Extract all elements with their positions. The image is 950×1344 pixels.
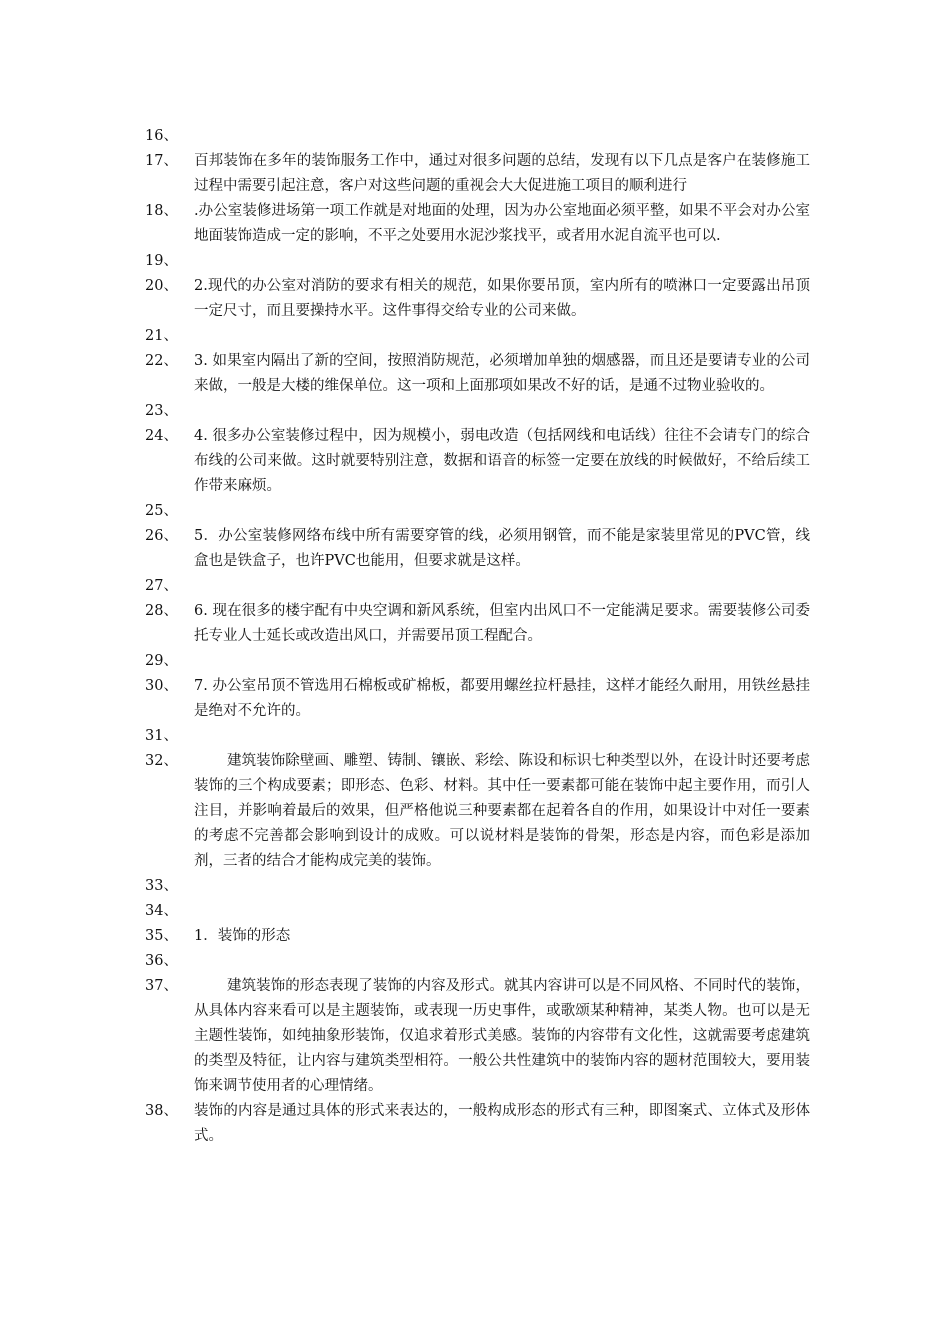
item-number: 18、 — [145, 203, 178, 219]
list-item — [145, 574, 810, 599]
item-number: 16、 — [145, 128, 178, 144]
list-item — [145, 524, 810, 574]
list-item — [145, 399, 810, 424]
item-number: 33、 — [145, 878, 178, 894]
list-item — [145, 649, 810, 674]
list-item — [145, 1099, 810, 1149]
list-item — [145, 324, 810, 349]
list-item — [145, 124, 810, 149]
list-item — [145, 274, 810, 324]
item-text: 7. 办公室吊顶不管选用石棉板或矿棉板，都要用螺丝拉杆悬挂，这样才能经久耐用，用铁丝悬挂是绝对不允许的。 — [194, 678, 810, 719]
item-text: 装饰的内容是通过具体的形式来表达的，一般构成形态的形式有三种，即图案式、立体式及形体式。 — [194, 1103, 810, 1144]
item-text: 建筑装饰的形态表现了装饰的内容及形式。就其内容讲可以是不同风格、不同时代的装饰，从具体内容来看可以是主题装饰，或表现一历史事件，或歌颂某种精神，某类人物。也可以是无主题性装饰，如纯抽象形装饰，仅追求着形式美感。装饰的内容带有文化性，这就需要考虑建筑的类型及特征，让内容与建筑类型相符。一般公共性建筑中的装饰内容的题材范围较大，要用装饰来调节使用者的心理情绪。 — [194, 978, 810, 1094]
list-item — [145, 974, 810, 1099]
item-text: .办公室装修进场第一项工作就是对地面的处理，因为办公室地面必须平整，如果不平会对办公室地面装饰造成一定的影响，不平之处要用水泥沙浆找平，或者用水泥自流平也可以. — [194, 203, 810, 244]
item-number: 19、 — [145, 253, 178, 269]
section-heading: 1．装饰的形态 — [194, 928, 291, 944]
item-number: 34、 — [145, 903, 178, 919]
item-text: 建筑装饰除壁画、雕塑、铸制、镶嵌、彩绘、陈设和标识七种类型以外，在设计时还要考虑装饰的三个构成要素；即形态、色彩、材料。其中任一要素都可能在装饰中起主要作用，而引人注目，并影响着最后的效果，但严格他说三种要素都在起着各自的作用，如果设计中对任一要素的考虑不完善都会影响到设计的成败。可以说材料是装饰的骨架，形态是内容，而色彩是添加剂，三者的结合才能构成完美的装饰。 — [194, 753, 810, 869]
list-item — [145, 899, 810, 924]
item-number: 25、 — [145, 503, 178, 519]
item-text: 4. 很多办公室装修过程中，因为规模小，弱电改造（包括网线和电话线）往往不会请专门的综合布线的公司来做。这时就要特别注意，数据和语音的标签一定要在放线的时候做好，不给后续工作带来麻烦。 — [194, 428, 810, 494]
list-item — [145, 749, 810, 874]
list-item — [145, 199, 810, 249]
item-number: 24、 — [145, 428, 178, 444]
item-text: 百邦装饰在多年的装饰服务工作中，通过对很多问题的总结，发现有以下几点是客户在装修施工过程中需要引起注意，客户对这些问题的重视会大大促进施工项目的顺利进行 — [194, 153, 810, 194]
list-item — [145, 924, 810, 949]
list-item — [145, 724, 810, 749]
list-item — [145, 424, 810, 499]
item-number: 31、 — [145, 728, 178, 744]
list-item — [145, 499, 810, 524]
list-item — [145, 674, 810, 724]
item-number: 23、 — [145, 403, 178, 419]
item-number: 30、 — [145, 678, 178, 694]
item-text: 5．办公室装修网络布线中所有需要穿管的线，必须用钢管，而不能是家装里常见的PVC管，线盒也是铁盒子，也许PVC也能用，但要求就是这样。 — [194, 528, 810, 569]
item-number: 29、 — [145, 653, 178, 669]
list-item — [145, 249, 810, 274]
list-item — [145, 874, 810, 899]
item-text: 3. 如果室内隔出了新的空间，按照消防规范，必须增加单独的烟感器，而且还是要请专业的公司来做，一般是大楼的维保单位。这一项和上面那项如果改不好的话，是通不过物业验收的。 — [194, 353, 810, 394]
list-item — [145, 349, 810, 399]
item-text: 2.现代的办公室对消防的要求有相关的规范，如果你要吊顶，室内所有的喷淋口一定要露出吊顶一定尺寸，而且要操持水平。这件事得交给专业的公司来做。 — [194, 278, 810, 319]
document-page — [145, 124, 810, 1149]
item-number: 21、 — [145, 328, 178, 344]
item-number: 37、 — [145, 978, 178, 994]
list-item — [145, 949, 810, 974]
item-text: 6. 现在很多的楼宇配有中央空调和新风系统，但室内出风口不一定能满足要求。需要装修公司委托专业人士延长或改造出风口，并需要吊顶工程配合。 — [194, 603, 810, 644]
list-item — [145, 599, 810, 649]
item-number: 17、 — [145, 153, 178, 169]
item-number: 36、 — [145, 953, 178, 969]
item-number: 26、 — [145, 528, 178, 544]
item-number: 35、 — [145, 928, 178, 944]
item-number: 32、 — [145, 753, 178, 769]
item-number: 28、 — [145, 603, 178, 619]
list-item — [145, 149, 810, 199]
item-number: 27、 — [145, 578, 178, 594]
item-number: 22、 — [145, 353, 178, 369]
item-number: 20、 — [145, 278, 178, 294]
item-number: 38、 — [145, 1103, 178, 1119]
